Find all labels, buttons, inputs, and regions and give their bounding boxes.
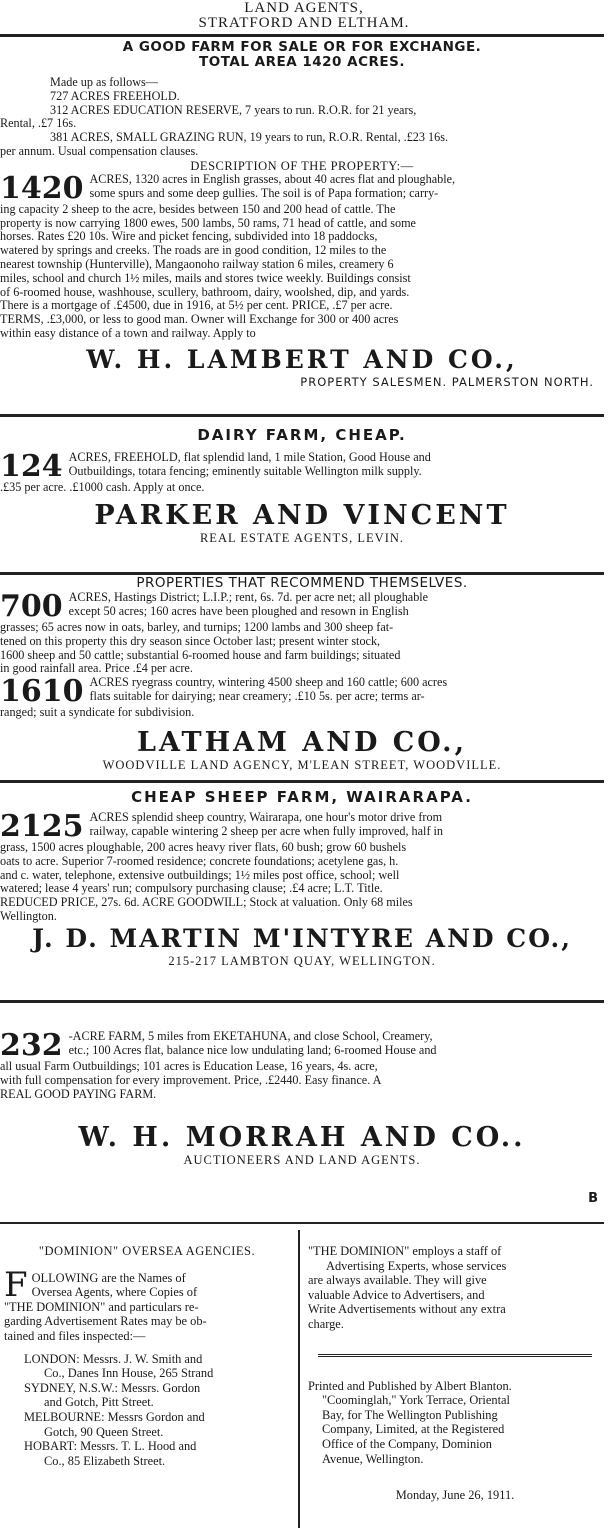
- ad1-item: 381 ACRES, SMALL GRAZING RUN, 19 years to run, R.O.R. Rental, .£23 16s.: [50, 130, 449, 145]
- ad-dairy-farm: [0, 428, 604, 545]
- ad-sheep-farm: [0, 790, 604, 968]
- ad4-body-line: oats to acre. Superior 7-roomed residence; concrete foundations; acetylene gas, h.: [0, 853, 399, 868]
- ad1-body-line: property is now carrying 1800 ewes, 500 lambs, 50 rams, 71 head of cattle, and some: [0, 215, 416, 230]
- ad1-item: 312 ACRES EDUCATION RESERVE, 7 years to run. R.O.R. for 21 years,: [50, 102, 417, 117]
- ad4-body-line: railway, capable wintering 2 sheep per acre when fully improved, half in: [89, 823, 444, 838]
- ad1-body-line: of 6-roomed house, washhouse, scullery, bathroom, dairy, woolshed, dip, and yards.: [0, 284, 410, 299]
- dominion-notice-column: [308, 1244, 602, 1503]
- ad-good-farm: [0, 40, 604, 389]
- notice-line: charge.: [308, 1316, 344, 1331]
- oversea-agencies-column: [4, 1244, 290, 1468]
- ad2-agent-title: REAL ESTATE AGENTS, LEVIN.: [199, 530, 405, 545]
- notice-line: valuable Advice to Advertisers, and: [308, 1287, 485, 1302]
- imprint-line: Avenue, Wellington.: [322, 1451, 424, 1466]
- agency-address: Messrs. T. L. Hood and: [80, 1439, 197, 1454]
- agency-city: SYDNEY, N.S.W.:: [24, 1380, 118, 1395]
- notice-divider: [318, 1354, 592, 1357]
- ad1-item: Rental, .£7 16s.: [0, 116, 77, 131]
- agencies-intro-line: "THE DOMINION" and particulars re-: [4, 1299, 199, 1314]
- agency-city: HOBART:: [24, 1439, 78, 1454]
- ad1-body-line: nearest township (Hunterville), Mangaonoho railway station 6 miles, creamery 6: [0, 256, 394, 271]
- ad1-intro: Made up as follows—: [50, 75, 158, 89]
- notice-line: Advertising Experts, whose services: [326, 1258, 507, 1273]
- ad2-body-line: ACRES, FREEHOLD, flat splendid land, 1 mile Station, Good House and: [68, 450, 431, 464]
- ad3-heading: PROPERTIES THAT RECOMMEND THEMSELVES.: [136, 575, 468, 591]
- ad1-item: 727 ACRES FREEHOLD.: [50, 88, 180, 103]
- ad4-body-line: REDUCED PRICE, 27s. 6d. ACRE GOODWILL; Stock at valuation. Only 68 miles: [0, 895, 413, 910]
- ad5-body-line: -ACRE FARM, 5 miles from EKETAHUNA, and close School, Creamery,: [68, 1029, 433, 1043]
- imprint-line: Company, Limited, at the Registered: [322, 1422, 505, 1437]
- ad4-body-line: Wellington.: [0, 908, 57, 923]
- drop-cap: F: [4, 1264, 28, 1305]
- ad2-acreage-number: 124: [0, 449, 63, 484]
- ad3-acreage-number-2: 1610: [0, 674, 84, 710]
- ad1-heading: A GOOD FARM FOR SALE OR FOR EXCHANGE.: [122, 39, 482, 55]
- ad4-agent-name: J. D. MARTIN M'INTYRE AND CO.,: [32, 923, 572, 953]
- imprint-line: Bay, for The Wellington Publishing: [322, 1407, 498, 1422]
- ad3-body-line: except 50 acres; 160 acres have been ploughed and resown in English: [68, 603, 409, 618]
- ad2-heading: DAIRY FARM, CHEAP.: [197, 426, 407, 444]
- ad3-agent-title: WOODVILLE LAND AGENCY, M'LEAN STREET, WOODVILLE.: [102, 757, 502, 772]
- imprint-line: Office of the Company, Dominion: [322, 1436, 492, 1451]
- notice-line: "THE DOMINION" employs a staff of: [308, 1244, 502, 1258]
- agency-entry: [4, 1439, 290, 1468]
- ad1-body-line: horses. Rates £20 10s. Wire and picket fencing, subdivided into 18 paddocks,: [0, 229, 378, 244]
- ad-eketahuna-farm: [0, 1030, 604, 1167]
- publication-date: Monday, June 26, 1911.: [395, 1488, 515, 1503]
- ad3-body-line: ACRES, Hastings District; L.I.P.; rent, 6s. 7d. per acre net; all ploughable: [68, 590, 429, 604]
- ad-properties: [0, 576, 604, 772]
- ad1-body-line: some spurs and some deep gullies. The soil is of Papa formation; carry-: [89, 185, 439, 200]
- ad3-agent-name: LATHAM AND CO.,: [137, 726, 467, 758]
- ad3-body-line: ranged; suit a syndicate for subdivision.: [0, 705, 195, 720]
- divider: [0, 1000, 604, 1003]
- ad1-body-line: There is a mortgage of .£4500, due in 1916, at 5½ per cent. PRICE, .£7 per acre.: [0, 298, 393, 313]
- ad4-body-line: and c. water, telephone, extensive outbuildings; 1½ miles post office, school; well: [0, 867, 400, 882]
- ad1-body-line: watered by springs and creeks. The roads are in good condition, 12 miles to the: [0, 243, 387, 258]
- agency-address: Messrs Gordon and: [107, 1409, 205, 1424]
- agency-city: LONDON:: [24, 1351, 80, 1366]
- agency-address: and Gotch, Pitt Street.: [44, 1395, 154, 1410]
- ad1-item: per annum. Usual compensation clauses.: [0, 143, 199, 158]
- agency-address: Gotch, 90 Queen Street.: [44, 1424, 164, 1439]
- ad2-body-line: Outbuildings, totara fencing; eminently suitable Wellington milk supply.: [68, 463, 422, 478]
- notice-line: are always available. They will give: [308, 1273, 487, 1288]
- ad2-agent-name: PARKER AND VINCENT: [94, 499, 510, 531]
- agency-address: Co., 85 Elizabeth Street.: [44, 1453, 166, 1468]
- ad1-body-line: within easy distance of a town and railway. Apply to: [0, 325, 256, 340]
- agencies-intro-line: OLLOWING are the Names of: [31, 1270, 186, 1285]
- ad3-body-line: ACRES ryegrass country, wintering 4500 sheep and 160 cattle; 600 acres: [89, 675, 448, 690]
- ad1-body-line: ing capacity 2 sheep to the acre, besides between 150 and 200 head of cattle. The: [0, 201, 396, 216]
- divider: [0, 414, 604, 417]
- column-divider: [298, 1230, 300, 1528]
- agencies-intro-line: garding Advertisement Rates may be ob-: [4, 1314, 207, 1329]
- ad1-description-heading: DESCRIPTION OF THE PROPERTY:—: [190, 158, 414, 173]
- ad4-acreage-number: 2125: [0, 809, 84, 844]
- divider: [0, 1222, 604, 1224]
- ad3-body-line: 1600 sheep and 50 cattle; substantial 6-roomed house and farm buildings; situated: [0, 647, 401, 662]
- ad5-agent-title: AUCTIONEERS AND LAND AGENTS.: [183, 1153, 421, 1168]
- ad5-body-line: etc.; 100 Acres flat, balance nice low undulating land; 6-roomed House and: [68, 1042, 437, 1057]
- column-marker: B: [588, 1191, 598, 1206]
- ad1-agent-name: W. H. LAMBERT AND CO.,: [86, 344, 518, 374]
- ad1-acreage-number: 1420: [0, 170, 84, 206]
- oversea-agencies-heading: "DOMINION" OVERSEA AGENCIES.: [38, 1244, 256, 1258]
- ad3-acreage-number: 700: [0, 589, 63, 624]
- ad4-heading: CHEAP SHEEP FARM, WAIRARAPA.: [131, 788, 473, 806]
- agency-city: MELBOURNE:: [24, 1409, 105, 1424]
- ad5-body-line: all usual Farm Outbuildings; 101 acres is Education Lease, 16 years, 4s. acre,: [0, 1059, 378, 1073]
- notice-line: Write Advertisements without any extra: [308, 1302, 506, 1317]
- ad3-body-line: tened on this property this dry season since October last; present winter stock,: [0, 633, 381, 648]
- ad4-body-line: ACRES splendid sheep country, Wairarapa, one hour's motor drive from: [89, 810, 443, 824]
- ad2-body-line: .£35 per acre. .£1000 cash. Apply at once.: [0, 480, 205, 494]
- agency-entry: [4, 1352, 290, 1381]
- ad4-agent-title: 215-217 LAMBTON QUAY, WELLINGTON.: [168, 953, 436, 968]
- ad1-agent-title: PROPERTY SALESMEN. PALMERSTON NORTH.: [300, 374, 594, 389]
- ad3-body-line: grasses; 65 acres now in oats, barley, and turnips; 1200 lambs and 300 sheep fat-: [0, 620, 394, 634]
- ad5-body-line: REAL GOOD PAYING FARM.: [0, 1086, 157, 1101]
- divider: [0, 34, 604, 37]
- header-location: STRATFORD AND ELTHAM.: [198, 15, 410, 31]
- ad5-body-line: with full compensation for every improvement. Price, .£2440. Easy finance. A: [0, 1072, 382, 1087]
- imprint-line: "Coominglah," York Terrace, Oriental: [322, 1393, 510, 1408]
- divider: [0, 780, 604, 783]
- agency-entry: [4, 1410, 290, 1439]
- ad1-body-line: ACRES, 1320 acres in English grasses, about 40 acres flat and ploughable,: [89, 171, 456, 186]
- ad5-agent-name: W. H. MORRAH AND CO..: [78, 1122, 526, 1154]
- ad1-subheading: TOTAL AREA 1420 ACRES.: [199, 54, 405, 70]
- agency-address: Messrs. Gordon: [121, 1380, 201, 1395]
- ad1-body-line: miles, school and church 1½ miles, mails and stores twice weekly. Buildings consist: [0, 270, 411, 285]
- agency-address: Messrs. J. W. Smith and: [82, 1351, 203, 1366]
- agencies-intro-line: tained and files inspected:—: [4, 1328, 146, 1343]
- agencies-intro-line: Oversea Agents, where Copies of: [31, 1285, 198, 1300]
- ad3-body-line: flats suitable for dairying; near creamery; .£10 5s. per acre; terms ar-: [89, 688, 425, 703]
- agency-address: Co., Danes Inn House, 265 Strand: [44, 1366, 214, 1381]
- imprint-line: Printed and Published by Albert Blanton.: [308, 1378, 512, 1393]
- agency-entry: [4, 1381, 290, 1410]
- ad1-body-line: TERMS, .£3,000, or less to good man. Owner will Exchange for 300 or 400 acres: [0, 312, 399, 327]
- ad5-acreage-number: 232: [0, 1028, 63, 1063]
- ad3-body-line: in good rainfall area. Price .£4 per acre.: [0, 661, 193, 676]
- header-land-agents: LAND AGENTS,: [244, 0, 364, 16]
- ad4-body-line: grass, 1500 acres ploughable, 200 acres heavy river flats, 60 bush; grow 60 bushels: [0, 840, 407, 854]
- ad4-body-line: watered; lease 4 years' run; compulsory purchasing clause; .£4 acre; L.T. Title.: [0, 881, 383, 896]
